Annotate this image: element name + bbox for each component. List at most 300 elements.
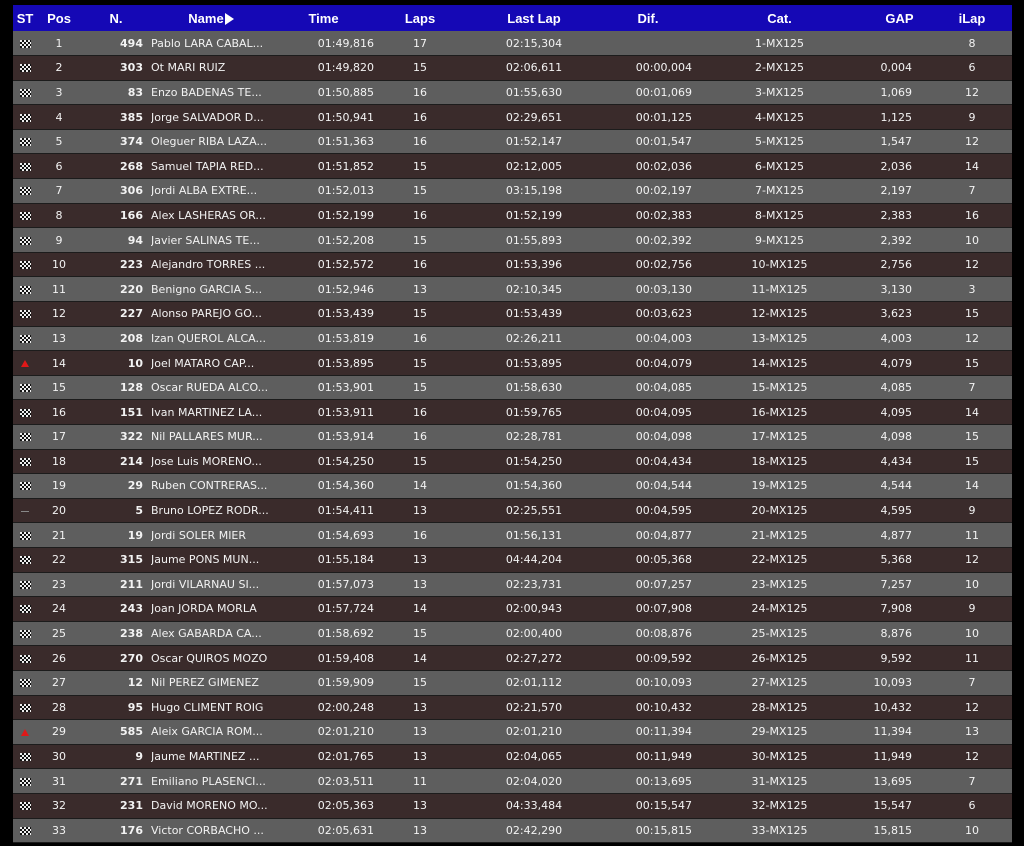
best-time-cell: 02:01,210 [317, 725, 374, 739]
table-row[interactable] [13, 252, 1012, 277]
rider-name-cell: Jose Luis MORENO... [151, 454, 262, 468]
finished-flag-icon [20, 827, 31, 835]
live-timing-board [13, 5, 1012, 843]
best-time-cell: 01:53,819 [317, 331, 374, 345]
position-up-icon [21, 360, 29, 367]
rider-name-cell: Ivan MARTINEZ LA... [151, 405, 263, 419]
dif-cell: 00:13,695 [635, 774, 692, 788]
last-lap-cell: 02:26,211 [505, 331, 563, 345]
pos-cell: 6 [55, 159, 63, 173]
last-lap-cell: 01:53,396 [505, 258, 563, 272]
best-time-cell: 02:05,631 [317, 823, 374, 837]
rider-name-cell: Joan JORDA MORLA [151, 602, 257, 616]
pos-cell: 4 [55, 110, 63, 124]
rider-name-cell: Alex GABARDA CA... [151, 627, 262, 641]
rider-number-cell: 238 [120, 627, 143, 641]
category-cell: 19-MX125 [751, 479, 808, 493]
pos-cell: 3 [55, 85, 63, 99]
laps-cell: 16 [413, 135, 427, 149]
pos-cell: 20 [52, 504, 66, 518]
rider-name-cell: Nil PALLARES MUR... [151, 430, 263, 444]
finished-flag-icon [20, 655, 31, 663]
dif-cell: 00:05,368 [635, 553, 692, 567]
last-lap-cell: 02:15,304 [505, 36, 563, 50]
gap-cell: 7,257 [880, 577, 912, 591]
pos-cell: 19 [52, 479, 66, 493]
gap-cell: 5,368 [880, 553, 912, 567]
dif-cell: 00:03,623 [635, 307, 692, 321]
table-row[interactable] [13, 597, 1012, 622]
ilap-cell: 14 [965, 405, 979, 419]
table-row[interactable] [13, 351, 1012, 376]
finished-flag-icon [20, 802, 31, 810]
status-cell [13, 228, 37, 253]
best-time-cell: 01:51,363 [317, 135, 374, 149]
last-lap-cell: 02:00,943 [505, 602, 563, 616]
ilap-cell: 12 [965, 700, 979, 714]
rider-number-cell: 83 [127, 85, 143, 99]
table-row[interactable] [13, 720, 1012, 745]
pos-cell: 12 [52, 307, 66, 321]
category-cell: 12-MX125 [751, 307, 808, 321]
ilap-cell: 9 [968, 504, 976, 518]
header-cat[interactable]: Cat. [767, 10, 792, 26]
rider-name-cell: Alejandro TORRES ... [151, 258, 266, 272]
dif-cell: 00:04,098 [635, 430, 692, 444]
category-cell: 9-MX125 [755, 233, 804, 247]
last-lap-cell: 01:55,893 [505, 233, 563, 247]
finished-flag-icon [20, 409, 31, 417]
laps-cell: 15 [413, 159, 427, 173]
pos-cell: 30 [52, 750, 66, 764]
header-dif[interactable]: Dif. [637, 10, 659, 26]
header-pos[interactable]: Pos [47, 10, 71, 26]
status-cell [13, 277, 37, 302]
best-time-cell: 01:53,439 [317, 307, 374, 321]
pos-cell: 16 [52, 405, 66, 419]
laps-cell: 15 [413, 627, 427, 641]
dif-cell: 00:09,592 [635, 651, 692, 665]
rider-number-cell: 494 [120, 36, 143, 50]
status-cell [13, 793, 37, 818]
rider-name-cell: Jordi ALBA EXTRE... [151, 184, 258, 198]
rider-number-cell: 9 [135, 750, 143, 764]
finished-flag-icon [20, 335, 31, 343]
status-cell [13, 302, 37, 327]
rider-number-cell: 29 [127, 479, 143, 493]
last-lap-cell: 01:53,895 [505, 356, 563, 370]
gap-cell: 0,004 [880, 61, 912, 75]
rider-number-cell: 208 [120, 331, 143, 345]
pos-cell: 14 [52, 356, 66, 370]
pos-cell: 27 [52, 676, 66, 690]
rider-number-cell: 214 [120, 454, 143, 468]
category-cell: 7-MX125 [755, 184, 804, 198]
last-lap-cell: 02:01,112 [505, 676, 563, 690]
dif-cell: 00:01,547 [635, 135, 692, 149]
last-lap-cell: 02:10,345 [505, 282, 563, 296]
table-row[interactable] [13, 474, 1012, 499]
ilap-cell: 15 [965, 356, 979, 370]
pos-cell: 15 [52, 381, 66, 395]
laps-cell: 14 [413, 602, 427, 616]
gap-cell: 2,036 [880, 159, 912, 173]
gap-cell: 4,085 [880, 381, 912, 395]
rider-number-cell: 5 [135, 504, 143, 518]
rider-name-cell: Bruno LOPEZ RODR... [151, 504, 269, 518]
ilap-cell: 7 [968, 774, 976, 788]
table-row[interactable] [13, 425, 1012, 450]
gap-cell: 2,392 [880, 233, 912, 247]
laps-cell: 16 [413, 405, 427, 419]
dif-cell: 00:03,130 [635, 282, 692, 296]
laps-cell: 16 [413, 85, 427, 99]
table-row[interactable] [13, 547, 1012, 572]
table-row[interactable] [13, 744, 1012, 769]
rider-number-cell: 10 [127, 356, 143, 370]
best-time-cell: 01:53,901 [317, 381, 374, 395]
laps-cell: 13 [413, 799, 427, 813]
status-cell [13, 154, 37, 179]
last-lap-cell: 01:54,360 [505, 479, 563, 493]
last-lap-cell: 04:44,204 [505, 553, 563, 567]
gap-cell: 13,695 [873, 774, 912, 788]
table-row[interactable] [13, 793, 1012, 818]
laps-cell: 15 [413, 454, 427, 468]
table-row[interactable] [13, 228, 1012, 253]
dif-cell: 00:11,949 [635, 750, 692, 764]
last-lap-cell: 02:00,400 [505, 627, 563, 641]
category-cell: 6-MX125 [755, 159, 804, 173]
rider-number-cell: 176 [120, 823, 143, 837]
category-cell: 31-MX125 [751, 774, 808, 788]
rider-number-cell: 303 [120, 61, 143, 75]
rider-name-cell: Alex LASHERAS OR... [151, 208, 266, 222]
dif-cell: 00:02,036 [635, 159, 692, 173]
laps-cell: 13 [413, 504, 427, 518]
ilap-cell: 10 [965, 627, 979, 641]
category-cell: 20-MX125 [751, 504, 808, 518]
status-cell [13, 621, 37, 646]
gap-cell: 4,098 [880, 430, 912, 444]
laps-cell: 13 [413, 750, 427, 764]
status-cell [13, 769, 37, 794]
dif-cell: 00:02,197 [635, 184, 692, 198]
category-cell: 17-MX125 [751, 430, 808, 444]
status-cell [13, 449, 37, 474]
rider-name-cell: Jaume MARTINEZ ... [151, 750, 260, 764]
laps-cell: 15 [413, 307, 427, 321]
category-cell: 33-MX125 [751, 823, 808, 837]
category-cell: 11-MX125 [751, 282, 808, 296]
gap-cell: 15,815 [873, 823, 912, 837]
table-row[interactable] [13, 105, 1012, 130]
rider-name-cell: David MORENO MO... [151, 799, 268, 813]
pos-cell: 9 [55, 233, 63, 247]
rider-name-cell: Oscar QUIROS MOZO [151, 651, 268, 665]
last-lap-cell: 01:58,630 [505, 381, 563, 395]
header-laps[interactable]: Laps [404, 10, 436, 26]
category-cell: 18-MX125 [751, 454, 808, 468]
pos-cell: 21 [52, 528, 66, 542]
gap-cell [867, 31, 932, 56]
ilap-cell: 7 [968, 676, 976, 690]
last-lap-cell: 01:52,147 [505, 135, 563, 149]
status-cell [13, 80, 37, 105]
rider-name-cell: Pablo LARA CABAL... [151, 36, 264, 50]
laps-cell: 13 [413, 282, 427, 296]
category-cell: 16-MX125 [751, 405, 808, 419]
last-lap-cell: 01:59,765 [505, 405, 563, 419]
status-cell [13, 203, 37, 228]
finished-flag-icon [20, 778, 31, 786]
status-cell [13, 572, 37, 597]
laps-cell: 16 [413, 258, 427, 272]
finished-flag-icon [20, 679, 31, 687]
finished-flag-icon [20, 40, 31, 48]
category-cell: 27-MX125 [751, 676, 808, 690]
pos-cell: 23 [52, 577, 66, 591]
table-row[interactable] [13, 154, 1012, 179]
category-cell: 28-MX125 [751, 700, 808, 714]
finished-flag-icon [20, 114, 31, 122]
gap-cell: 4,595 [880, 504, 912, 518]
pos-cell: 32 [52, 799, 66, 813]
gap-cell: 15,547 [873, 799, 912, 813]
best-time-cell: 01:58,692 [317, 627, 374, 641]
category-cell: 4-MX125 [755, 110, 804, 124]
table-row[interactable] [13, 302, 1012, 327]
status-cell [13, 400, 37, 425]
finished-flag-icon [20, 581, 31, 589]
ilap-cell: 7 [968, 381, 976, 395]
finished-flag-icon [20, 163, 31, 171]
best-time-cell: 01:55,184 [317, 553, 374, 567]
last-lap-cell: 02:04,020 [505, 774, 563, 788]
table-row[interactable] [13, 277, 1012, 302]
gap-cell: 1,547 [880, 135, 912, 149]
finished-flag-icon [20, 310, 31, 318]
table-row[interactable] [13, 129, 1012, 154]
laps-cell: 13 [413, 823, 427, 837]
best-time-cell: 01:49,820 [317, 61, 374, 75]
rider-number-cell: 19 [127, 528, 143, 542]
ilap-cell: 8 [968, 36, 976, 50]
pos-cell: 24 [52, 602, 66, 616]
ilap-cell: 14 [965, 479, 979, 493]
table-row[interactable] [13, 56, 1012, 81]
last-lap-cell: 02:06,611 [505, 61, 563, 75]
table-row[interactable] [13, 80, 1012, 105]
gap-cell: 1,125 [880, 110, 912, 124]
rider-name-cell: Alonso PAREJO GO... [151, 307, 262, 321]
dif-cell: 00:08,876 [635, 627, 692, 641]
status-cell [13, 646, 37, 671]
status-cell [13, 547, 37, 572]
last-lap-cell: 01:52,199 [505, 208, 563, 222]
ilap-cell: 16 [965, 208, 979, 222]
finished-flag-icon [20, 138, 31, 146]
pos-cell: 17 [52, 430, 66, 444]
category-cell: 2-MX125 [755, 61, 804, 75]
last-lap-cell: 02:27,272 [505, 651, 563, 665]
best-time-cell: 01:50,885 [317, 85, 374, 99]
table-row[interactable] [13, 326, 1012, 351]
ilap-cell: 15 [965, 307, 979, 321]
gap-cell: 1,069 [880, 85, 912, 99]
gap-cell: 3,623 [880, 307, 912, 321]
gap-cell: 7,908 [880, 602, 912, 616]
ilap-cell: 15 [965, 430, 979, 444]
pos-cell: 5 [55, 135, 63, 149]
header-time[interactable]: Time [308, 10, 339, 26]
last-lap-cell: 02:01,210 [505, 725, 563, 739]
rider-name-cell: Jaume PONS MUN... [151, 553, 260, 567]
laps-cell: 15 [413, 61, 427, 75]
dif-cell: 00:01,069 [635, 85, 692, 99]
rider-number-cell: 231 [120, 799, 143, 813]
finished-flag-icon [20, 64, 31, 72]
last-lap-cell: 01:54,250 [505, 454, 563, 468]
rider-number-cell: 151 [120, 405, 143, 419]
ilap-cell: 10 [965, 233, 979, 247]
status-cell [13, 744, 37, 769]
table-row[interactable] [13, 572, 1012, 597]
rider-name-cell: Oleguer RIBA LAZA... [151, 135, 267, 149]
table-row[interactable] [13, 31, 1012, 56]
table-row[interactable] [13, 375, 1012, 400]
laps-cell: 15 [413, 381, 427, 395]
best-time-cell: 01:52,199 [317, 208, 374, 222]
table-row[interactable] [13, 400, 1012, 425]
finished-flag-icon [20, 753, 31, 761]
pos-cell: 8 [55, 208, 63, 222]
table-row[interactable] [13, 818, 1012, 843]
header-st[interactable]: ST [16, 10, 34, 26]
dif-cell: 00:04,595 [635, 504, 692, 518]
rider-name-cell: Benigno GARCIA S... [151, 282, 263, 296]
rider-number-cell: 271 [120, 774, 143, 788]
best-time-cell: 01:53,914 [317, 430, 374, 444]
finished-flag-icon [20, 286, 31, 294]
category-cell: 22-MX125 [751, 553, 808, 567]
status-cell [13, 474, 37, 499]
header-ilap[interactable]: iLap [958, 10, 986, 26]
best-time-cell: 01:51,852 [317, 159, 374, 173]
rider-number-cell: 385 [120, 110, 143, 124]
last-lap-cell: 02:23,731 [505, 577, 563, 591]
table-row[interactable] [13, 769, 1012, 794]
header-gap[interactable]: GAP [885, 10, 914, 26]
table-row[interactable] [13, 449, 1012, 474]
rider-number-cell: 220 [120, 282, 143, 296]
status-cell [13, 179, 37, 204]
gap-cell: 2,197 [880, 184, 912, 198]
header-last-lap[interactable]: Last Lap [507, 10, 561, 26]
rider-name-cell: Jordi SOLER MIER [151, 528, 247, 542]
header-name[interactable] [151, 5, 271, 31]
pos-cell: 26 [52, 651, 66, 665]
finished-flag-icon [20, 89, 31, 97]
status-cell [13, 351, 37, 376]
gap-cell: 4,095 [880, 405, 912, 419]
rider-number-cell: 270 [120, 651, 143, 665]
table-row[interactable] [13, 498, 1012, 523]
ilap-cell: 11 [965, 528, 979, 542]
category-cell: 21-MX125 [751, 528, 808, 542]
finished-flag-icon [20, 630, 31, 638]
status-cell [13, 56, 37, 81]
table-row[interactable] [13, 646, 1012, 671]
category-cell: 32-MX125 [751, 799, 808, 813]
finished-flag-icon [20, 532, 31, 540]
laps-cell: 13 [413, 577, 427, 591]
category-cell: 8-MX125 [755, 208, 804, 222]
rider-name-cell: Izan QUEROL ALCA... [151, 331, 266, 345]
laps-cell: 13 [413, 700, 427, 714]
best-time-cell: 01:54,411 [317, 504, 374, 518]
status-cell [13, 375, 37, 400]
finished-flag-icon [20, 212, 31, 220]
status-cell [13, 818, 37, 843]
pos-cell: 7 [55, 184, 63, 198]
table-row[interactable] [13, 523, 1012, 548]
results-table [13, 5, 1012, 843]
best-time-cell: 01:57,073 [317, 577, 374, 591]
last-lap-cell: 02:42,290 [505, 823, 563, 837]
last-lap-cell: 02:21,570 [505, 700, 563, 714]
table-row[interactable] [13, 670, 1012, 695]
laps-cell: 17 [413, 36, 427, 50]
ilap-cell: 12 [965, 331, 979, 345]
rider-name-cell: Oscar RUEDA ALCO... [151, 381, 269, 395]
status-cell [13, 597, 37, 622]
gap-cell: 10,432 [873, 700, 912, 714]
last-lap-cell: 01:55,630 [505, 85, 563, 99]
status-cell [13, 252, 37, 277]
last-lap-cell: 01:56,131 [505, 528, 563, 542]
category-cell: 14-MX125 [751, 356, 808, 370]
category-cell: 23-MX125 [751, 577, 808, 591]
finished-flag-icon [20, 237, 31, 245]
gap-cell: 11,394 [873, 725, 912, 739]
gap-cell: 4,079 [880, 356, 912, 370]
gap-cell: 8,876 [880, 627, 912, 641]
gap-cell: 4,877 [880, 528, 912, 542]
ilap-cell: 10 [965, 577, 979, 591]
table-row[interactable] [13, 621, 1012, 646]
ilap-cell: 12 [965, 750, 979, 764]
no-status-dash-icon [21, 511, 29, 512]
best-time-cell: 01:59,408 [317, 651, 374, 665]
ilap-cell: 3 [968, 282, 976, 296]
gap-cell: 10,093 [873, 676, 912, 690]
gap-cell: 4,003 [880, 331, 912, 345]
finished-flag-icon [20, 187, 31, 195]
table-row[interactable] [13, 179, 1012, 204]
rider-name-cell: Jordi VILARNAU SI... [151, 577, 260, 591]
rider-number-cell: 268 [120, 159, 143, 173]
dif-cell: 00:15,547 [635, 799, 692, 813]
pos-cell: 28 [52, 700, 66, 714]
header-number[interactable]: N. [109, 10, 123, 26]
rider-name-cell: Ruben CONTRERAS... [151, 479, 268, 493]
table-row[interactable] [13, 203, 1012, 228]
table-row[interactable] [13, 695, 1012, 720]
rider-name-cell: Ot MARI RUIZ [151, 61, 226, 75]
rider-name-cell: Jorge SALVADOR D... [151, 110, 264, 124]
rider-name-cell: Javier SALINAS TE... [151, 233, 260, 247]
